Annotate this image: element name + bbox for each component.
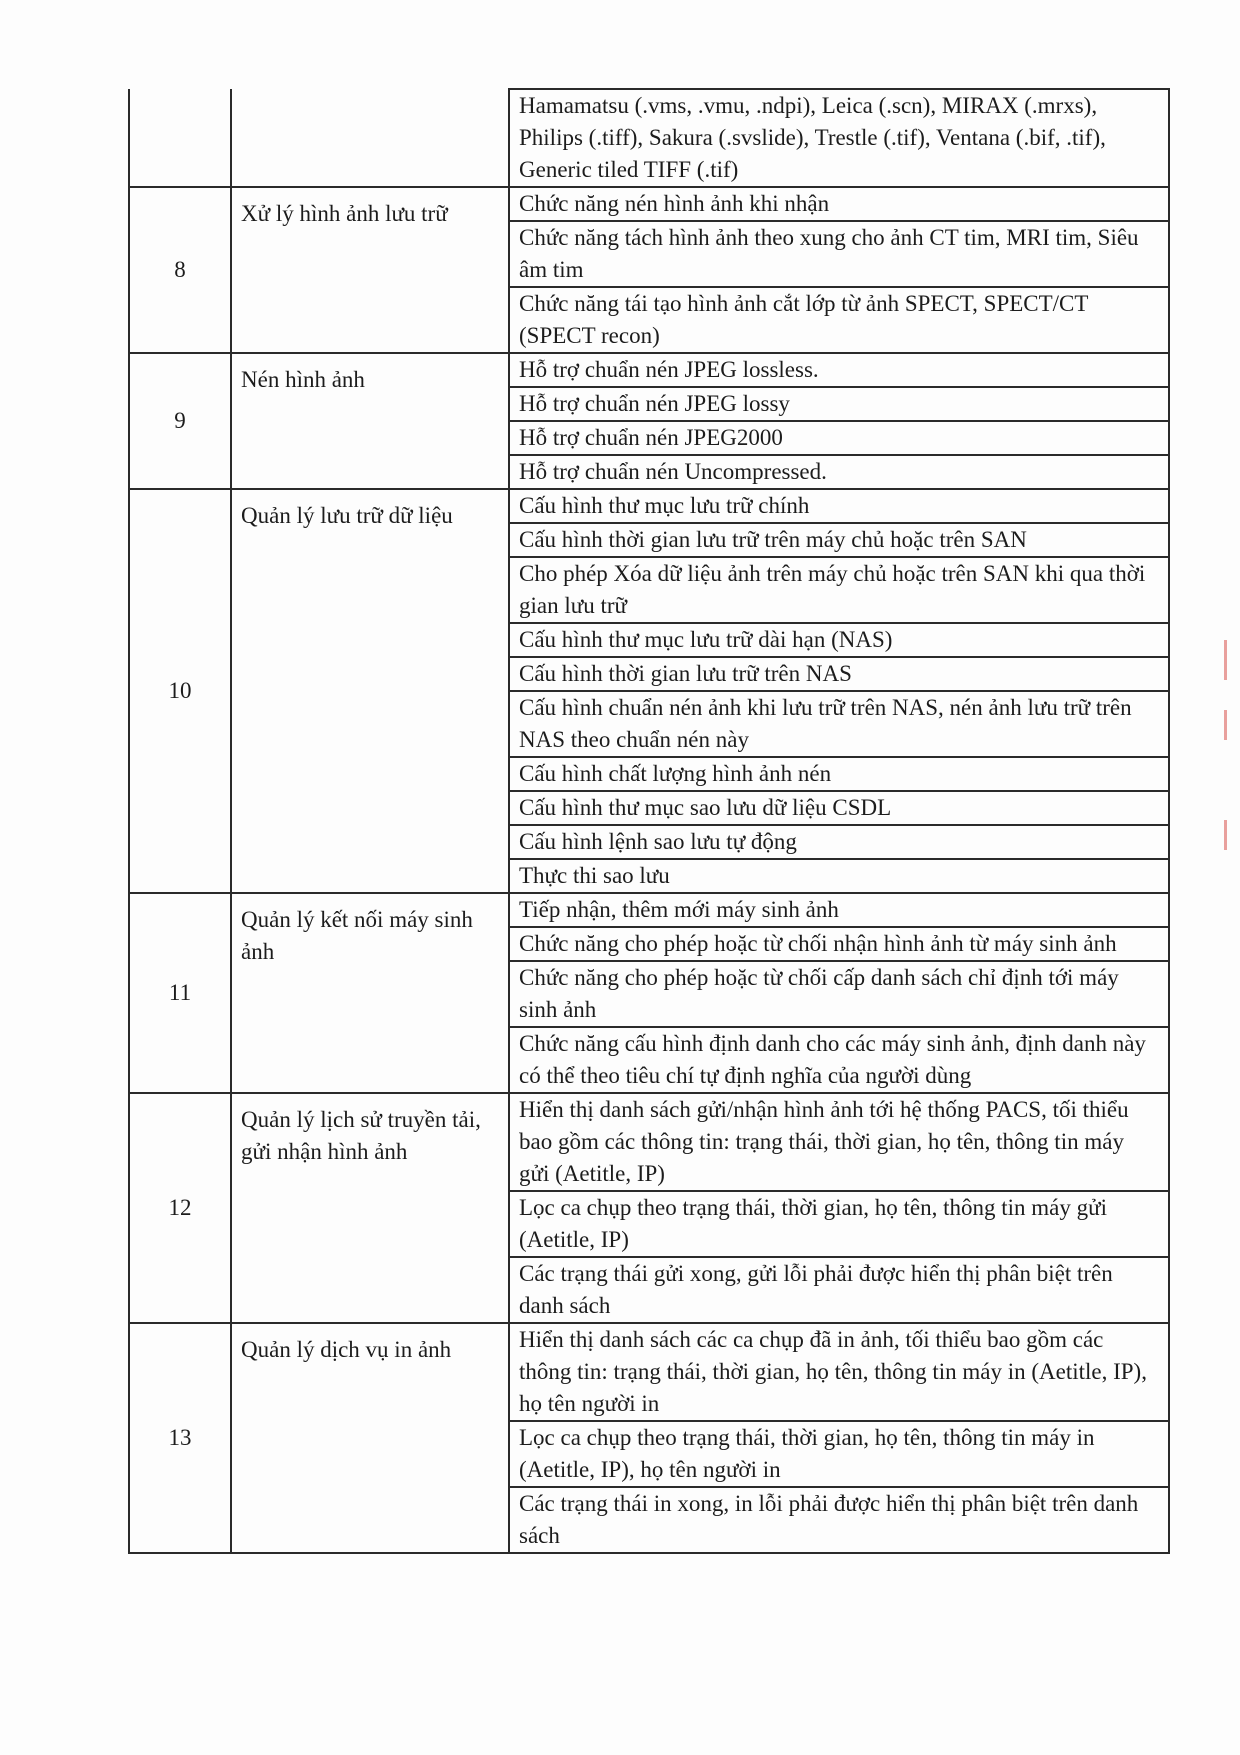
margin-mark	[1224, 710, 1227, 740]
feature-cell: Hỗ trợ chuẩn nén Uncompressed.	[509, 455, 1169, 489]
feature-cell: Hiển thị danh sách gửi/nhận hình ảnh tới hệ thống PACS, tối thiểu bao gồm các thông tin: trạng thái, thời gian, họ tên, thông tin máy gửi (Aetitle, IP)	[509, 1093, 1169, 1191]
row-number: 8	[129, 187, 231, 353]
row-number: 12	[129, 1093, 231, 1323]
row-number	[129, 89, 231, 187]
feature-cell: Cấu hình thư mục sao lưu dữ liệu CSDL	[509, 791, 1169, 825]
feature-cell: Cấu hình chất lượng hình ảnh nén	[509, 757, 1169, 791]
feature-cell: Lọc ca chụp theo trạng thái, thời gian, họ tên, thông tin máy gửi (Aetitle, IP)	[509, 1191, 1169, 1257]
feature-cell: Hỗ trợ chuẩn nén JPEG lossless.	[509, 353, 1169, 387]
feature-cell: Chức năng cấu hình định danh cho các máy sinh ảnh, định danh này có thể theo tiêu chí tự định nghĩa của người dùng	[509, 1027, 1169, 1093]
row-number: 13	[129, 1323, 231, 1553]
feature-cell: Chức năng cho phép hoặc từ chối nhận hình ảnh từ máy sinh ảnh	[509, 927, 1169, 961]
category-cell: Quản lý dịch vụ in ảnh	[231, 1323, 509, 1553]
feature-cell: Cấu hình thư mục lưu trữ dài hạn (NAS)	[509, 623, 1169, 657]
table-row	[129, 89, 1169, 187]
table-row	[129, 353, 1169, 387]
feature-cell: Cấu hình thời gian lưu trữ trên NAS	[509, 657, 1169, 691]
feature-cell: Chức năng tách hình ảnh theo xung cho ảnh CT tim, MRI tim, Siêu âm tim	[509, 221, 1169, 287]
feature-cell: Thực thi sao lưu	[509, 859, 1169, 893]
feature-cell: Hỗ trợ chuẩn nén JPEG2000	[509, 421, 1169, 455]
table-row	[129, 1093, 1169, 1191]
feature-cell: Chức năng tái tạo hình ảnh cắt lớp từ ảnh SPECT, SPECT/CT (SPECT recon)	[509, 287, 1169, 353]
category-cell: Quản lý lịch sử truyền tải, gửi nhận hình ảnh	[231, 1093, 509, 1323]
feature-cell: Hamamatsu (.vms, .vmu, .ndpi), Leica (.scn), MIRAX (.mrxs), Philips (.tiff), Sakura (.svslide), Trestle (.tif), Ventana (.bif, .tif), Generic tiled TIFF (.tif)	[509, 89, 1169, 187]
table-row	[129, 1323, 1169, 1421]
requirements-table	[128, 88, 1170, 1554]
feature-cell: Chức năng cho phép hoặc từ chối cấp danh sách chỉ định tới máy sinh ảnh	[509, 961, 1169, 1027]
feature-cell: Cấu hình thời gian lưu trữ trên máy chủ hoặc trên SAN	[509, 523, 1169, 557]
margin-mark	[1224, 640, 1227, 680]
category-cell: Xử lý hình ảnh lưu trữ	[231, 187, 509, 353]
feature-cell: Các trạng thái in xong, in lỗi phải được hiển thị phân biệt trên danh sách	[509, 1487, 1169, 1553]
category-cell	[231, 89, 509, 187]
category-cell: Quản lý lưu trữ dữ liệu	[231, 489, 509, 893]
feature-cell: Cấu hình thư mục lưu trữ chính	[509, 489, 1169, 523]
feature-cell: Hiển thị danh sách các ca chụp đã in ảnh, tối thiểu bao gồm các thông tin: trạng thái, thời gian, họ tên, thông tin máy in (Aetitle, IP), họ tên người in	[509, 1323, 1169, 1421]
feature-cell: Hỗ trợ chuẩn nén JPEG lossy	[509, 387, 1169, 421]
margin-mark	[1224, 820, 1227, 850]
feature-cell: Tiếp nhận, thêm mới máy sinh ảnh	[509, 893, 1169, 927]
category-cell: Nén hình ảnh	[231, 353, 509, 489]
requirements-table-wrapper	[128, 88, 1147, 1554]
row-number: 10	[129, 489, 231, 893]
row-number: 11	[129, 893, 231, 1093]
feature-cell: Cấu hình chuẩn nén ảnh khi lưu trữ trên NAS, nén ảnh lưu trữ trên NAS theo chuẩn nén này	[509, 691, 1169, 757]
feature-cell: Lọc ca chụp theo trạng thái, thời gian, họ tên, thông tin máy in (Aetitle, IP), họ tên người in	[509, 1421, 1169, 1487]
row-number: 9	[129, 353, 231, 489]
feature-cell: Cấu hình lệnh sao lưu tự động	[509, 825, 1169, 859]
feature-cell: Chức năng nén hình ảnh khi nhận	[509, 187, 1169, 221]
table-row	[129, 489, 1169, 523]
table-row	[129, 893, 1169, 927]
table-row	[129, 187, 1169, 221]
feature-cell: Các trạng thái gửi xong, gửi lỗi phải được hiển thị phân biệt trên danh sách	[509, 1257, 1169, 1323]
category-cell: Quản lý kết nối máy sinh ảnh	[231, 893, 509, 1093]
feature-cell: Cho phép Xóa dữ liệu ảnh trên máy chủ hoặc trên SAN khi qua thời gian lưu trữ	[509, 557, 1169, 623]
